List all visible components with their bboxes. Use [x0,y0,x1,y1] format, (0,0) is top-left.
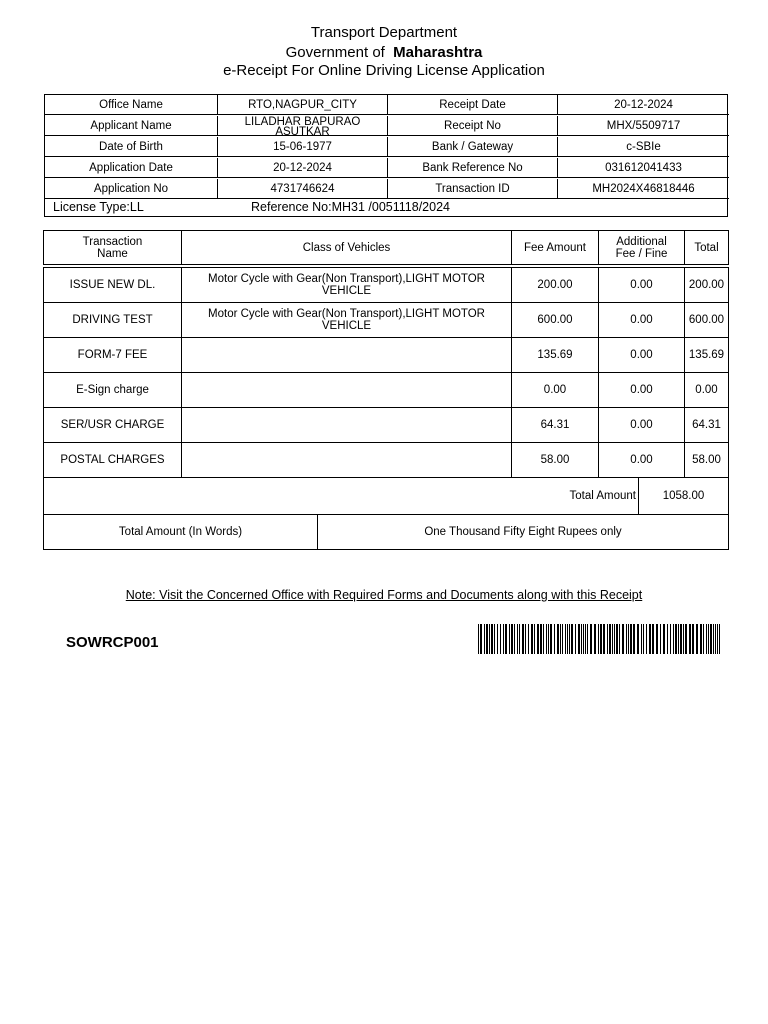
barcode-bar [616,624,618,654]
amount-in-words-label: Total Amount (In Words) [43,515,317,549]
info-value: 20-12-2024 [218,158,388,178]
barcode-bar [649,624,651,654]
barcode-bar [562,624,563,654]
barcode-bar [514,624,515,654]
barcode-bar [706,624,707,654]
license-type: License Type:LL [53,200,144,214]
barcode-bar [594,624,596,654]
info-label: Application Date [45,158,218,178]
info-label: Receipt Date [388,95,558,115]
barcode-bar [500,624,501,654]
info-row [45,95,727,116]
barcode-bar [480,624,482,654]
barcode-bar [517,624,518,654]
fee-amount: 600.00 [511,303,598,337]
info-label: Applicant Name [45,116,218,136]
vehicle-class [181,443,511,477]
fee-amount: 0.00 [511,373,598,407]
barcode-bar [587,624,588,654]
barcode-bar [522,624,524,654]
barcode-bar [637,624,639,654]
barcode-bar [641,624,642,654]
barcode-bar [609,624,611,654]
info-row [45,179,727,200]
barcode-bar [683,624,684,654]
header-transaction-name: Transaction Name [43,231,181,264]
additional-fee: 0.00 [598,373,684,407]
header-additional-fee: Additional Fee / Fine [598,231,684,264]
info-row [45,116,727,137]
barcode-bar [715,624,716,654]
row-total: 64.31 [684,408,729,442]
vehicle-class [181,338,511,372]
additional-fee: 0.00 [598,338,684,372]
barcode-bar [484,624,485,654]
info-label: Bank / Gateway [388,137,558,157]
barcode-bar [540,624,542,654]
barcode-bar [548,624,549,654]
barcode-bar [614,624,615,654]
barcode-bar [619,624,620,654]
transaction-name: ISSUE NEW DL. [43,268,181,302]
department-title: Transport Department [310,24,458,41]
barcode-bar [607,624,608,654]
state-name: Maharashtra [393,44,483,61]
barcode-bar [708,624,709,654]
barcode-bar [678,624,679,654]
info-label: Transaction ID [388,179,558,199]
barcode-bar [565,624,566,654]
table-row [43,373,729,407]
reference-no: Reference No:MH31 /0051118/2024 [251,200,450,214]
barcode-bar [494,624,495,654]
vehicle-class: Motor Cycle with Gear(Non Transport),LIGHT MOTOR VEHICLE [181,303,511,337]
barcode-bar [598,624,599,654]
table-row [43,408,729,442]
vehicle-class: Motor Cycle with Gear(Non Transport),LIGHT MOTOR VEHICLE [181,268,511,302]
barcode-bar [600,624,602,654]
barcode-bar [546,624,547,654]
additional-fee: 0.00 [598,443,684,477]
barcode-bar [534,624,535,654]
transaction-name: POSTAL CHARGES [43,443,181,477]
barcode-bar [626,624,627,654]
license-row [45,200,727,217]
barcode-bar [646,624,647,654]
barcode-bar [667,624,668,654]
fee-amount: 200.00 [511,268,598,302]
barcode-bar [696,624,698,654]
barcode-bar [557,624,559,654]
total-amount-label: Total Amount [43,478,638,514]
barcode-icon [478,624,721,654]
barcode-bar [567,624,568,654]
barcode-bar [491,624,493,654]
vehicle-class [181,373,511,407]
additional-fee: 0.00 [598,303,684,337]
barcode-bar [590,624,592,654]
barcode-bar [719,624,720,654]
barcode-bar [689,624,691,654]
barcode-bar [525,624,526,654]
transaction-name: SER/USR CHARGE [43,408,181,442]
barcode-bar [652,624,654,654]
info-value: 031612041433 [558,158,729,178]
info-row [45,137,727,158]
table-row [43,338,729,372]
government-line [0,44,768,61]
header-class-of-vehicles: Class of Vehicles [181,231,511,264]
barcode-bar [509,624,510,654]
total-amount-row [43,478,729,514]
barcode-bar [581,624,582,654]
amount-in-words-row [43,515,729,549]
barcode-bar [505,624,507,654]
barcode-bar [497,624,498,654]
row-total: 200.00 [684,268,729,302]
barcode-bar [643,624,644,654]
barcode-bar [503,624,504,654]
barcode-bar [700,624,702,654]
barcode-bar [670,624,671,654]
vehicle-class [181,408,511,442]
barcode-bar [550,624,552,654]
barcode-bar [663,624,665,654]
barcode-bar [703,624,704,654]
barcode-bar [685,624,687,654]
info-value: MHX/5509717 [558,116,729,136]
header-total: Total [684,231,729,264]
fee-amount: 58.00 [511,443,598,477]
barcode-bar [630,624,632,654]
barcode-bar [675,624,677,654]
row-total: 600.00 [684,303,729,337]
barcode-bar [511,624,513,654]
fee-header-row [43,231,729,264]
info-label: Receipt No [388,116,558,136]
info-value: c-SBIe [558,137,729,157]
barcode-bar [478,624,479,654]
barcode-bar [528,624,529,654]
header-fee-amount: Fee Amount [511,231,598,264]
barcode-bar [680,624,682,654]
barcode-bar [692,624,694,654]
row-total: 135.69 [684,338,729,372]
barcode-bar [537,624,539,654]
barcode-bar [628,624,629,654]
barcode-bar [554,624,555,654]
government-prefix: Government of [285,44,385,61]
info-value: RTO,NAGPUR_CITY [218,95,388,115]
transaction-name: DRIVING TEST [43,303,181,337]
total-amount-value: 1058.00 [638,478,729,514]
barcode-bar [612,624,613,654]
info-row [45,158,727,179]
barcode-bar [622,624,624,654]
info-label: Bank Reference No [388,158,558,178]
receipt-note: Note: Visit the Concerned Office with Required Forms and Documents along with this Receipt [125,588,643,602]
barcode-bar [489,624,490,654]
barcode-bar [575,624,576,654]
fee-amount: 64.31 [511,408,598,442]
barcode-bar [656,624,658,654]
transaction-name: E-Sign charge [43,373,181,407]
applicant-info-table [44,94,728,217]
info-value: 20-12-2024 [558,95,729,115]
barcode-bar [717,624,718,654]
table-row [43,303,729,337]
info-label: Application No [45,179,218,199]
transaction-name: FORM-7 FEE [43,338,181,372]
barcode-bar [560,624,561,654]
info-value: LILADHAR BAPURAO ASUTKAR [218,116,388,136]
additional-fee: 0.00 [598,408,684,442]
barcode-bar [603,624,605,654]
table-row [43,268,729,302]
barcode-bar [710,624,712,654]
barcode-bar [531,624,533,654]
form-code: SOWRCP001 [66,634,159,651]
barcode-bar [578,624,580,654]
barcode-bar [633,624,635,654]
barcode-bar [569,624,570,654]
fee-amount: 135.69 [511,338,598,372]
info-value: 15-06-1977 [218,137,388,157]
barcode-bar [585,624,586,654]
additional-fee: 0.00 [598,268,684,302]
barcode-bar [713,624,714,654]
row-total: 58.00 [684,443,729,477]
barcode-bar [486,624,488,654]
barcode-bar [673,624,674,654]
info-value: MH2024X46818446 [558,179,729,199]
table-row [43,443,729,477]
info-label: Date of Birth [45,137,218,157]
barcode-bar [583,624,584,654]
info-label: Office Name [45,95,218,115]
receipt-title: e-Receipt For Online Driving License Application [223,62,545,79]
amount-in-words-value: One Thousand Fifty Eight Rupees only [317,515,729,549]
info-value: 4731746624 [218,179,388,199]
row-total: 0.00 [684,373,729,407]
barcode-bar [519,624,520,654]
barcode-bar [571,624,573,654]
barcode-bar [660,624,661,654]
barcode-bar [543,624,544,654]
